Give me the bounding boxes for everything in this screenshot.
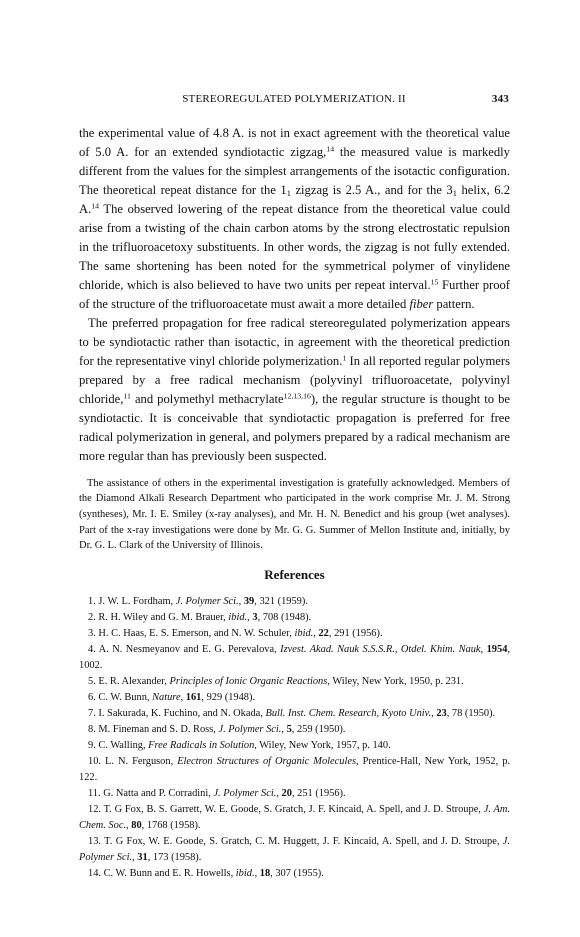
reference-item	[79, 642, 510, 674]
reference-text: 9. C. Walling,	[88, 740, 149, 751]
citation-superscript: 15	[430, 277, 439, 287]
acknowledgment: The assistance of others in the experimental investigation is gratefully acknowledged. Members of the Diamond Alkali Research Department who participated in the work comprise Mr. J. M. Strong (syntheses), Mr. I. E. Smiley (x-ray analyses), and Mr. H. N. Benedict and his group (wet analyses). Part of the x-ray investigations were done by Mr. G. G. Summer of Mellon Institute and, initially, by Dr. G. L. Clark of the University of Illinois.	[79, 477, 510, 552]
text-run: In all reported regular polymers prepared by a free radical mechanism (polyvinyl trifluoroacetate, polyvinyl chloride,	[79, 354, 510, 406]
reference-item	[79, 738, 510, 754]
text-run: the experimental value of 4.8 A. is not in exact agreement with the theoretical value of 5.0 A. for an extended syndiotactic zigzag,	[79, 126, 510, 159]
reference-item	[79, 594, 510, 610]
reference-text: ,	[247, 612, 253, 623]
reference-item	[79, 786, 510, 802]
reference-source: Bull. Inst. Chem. Research, Kyoto Univ.	[265, 708, 432, 719]
italic-text: fiber	[409, 297, 434, 311]
reference-source: ibid.	[294, 628, 314, 639]
reference-item	[79, 690, 510, 706]
reference-item	[79, 722, 510, 738]
reference-text: ,	[238, 596, 244, 607]
reference-text: 2. R. H. Wiley and G. M. Brauer,	[88, 612, 229, 623]
reference-text: ,	[313, 628, 319, 639]
reference-text: , 1768 (1958).	[141, 820, 201, 831]
reference-volume: 31	[137, 852, 148, 863]
citation-superscript: 14	[91, 201, 100, 211]
reference-item	[79, 610, 510, 626]
reference-text: , 291 (1956).	[328, 628, 383, 639]
reference-volume: 5	[286, 724, 292, 735]
text-run: zigzag is 2.5 A., and for the 3	[291, 183, 453, 197]
reference-text: , Wiley, New York, 1950, p. 231.	[327, 676, 464, 687]
text-run: helix, 6.2 A.	[79, 183, 510, 216]
reference-text: , 1002.	[79, 644, 510, 671]
reference-text: , 251 (1956).	[291, 788, 346, 799]
reference-list	[79, 594, 510, 882]
reference-text: ,	[276, 788, 282, 799]
reference-item	[79, 626, 510, 642]
reference-text: 10. L. N. Ferguson,	[88, 756, 178, 767]
reference-text: , 173 (1958).	[147, 852, 202, 863]
reference-text: 6. C. W. Bunn,	[88, 692, 153, 703]
reference-source: Nature	[152, 692, 181, 703]
text-run: pattern.	[433, 297, 475, 311]
text-run: The observed lowering of the repeat distance from the theoretical value could arise from a twisting of the chain carbon atoms by the strong electrostatic repulsion in the trifluoroacetoxy substituents. In other words, the zigzag is not fully extended. The same shortening has been noted for the symmetrical polymer of vinylidene chloride, which is also believed to have two units per repeat interval.	[79, 202, 510, 292]
reference-source: J. Polymer Sci.	[213, 788, 277, 799]
reference-text: 3. H. C. Haas, E. S. Emerson, and N. W. Schuler,	[88, 628, 295, 639]
citation-superscript: 11	[123, 391, 131, 401]
reference-text: 12. T. G Fox, B. S. Garrett, W. E. Goode, S. Gratch, J. F. Kincaid, A. Spell, and J. D. Stroupe,	[88, 804, 484, 815]
reference-item	[79, 706, 510, 722]
reference-text: 7. I. Sakurada, K. Fuchino, and N. Okada,	[88, 708, 266, 719]
reference-text: ,	[126, 820, 132, 831]
reference-text: 11. G. Natta and P. Corradini,	[88, 788, 214, 799]
reference-volume: 23	[436, 708, 447, 719]
reference-source: ibid.	[235, 868, 255, 879]
reference-item	[79, 866, 510, 882]
reference-text: 1. J. W. L. Fordham,	[88, 596, 176, 607]
reference-text: , 78 (1950).	[446, 708, 496, 719]
reference-text: , 321 (1959).	[254, 596, 308, 607]
reference-text: , 929 (1948).	[201, 692, 256, 703]
reference-text: ,	[132, 852, 138, 863]
reference-text: ,	[180, 692, 186, 703]
reference-text: 14. C. W. Bunn and E. R. Howells,	[88, 868, 236, 879]
reference-volume: 18	[259, 868, 271, 879]
reference-volume: 80	[131, 820, 142, 831]
reference-source: J. Polymer Sci.	[175, 596, 239, 607]
references-heading: References	[264, 567, 325, 582]
reference-volume: 161	[185, 692, 202, 703]
reference-text: , Prentice-Hall, New York, 1952, p. 122.	[79, 756, 510, 783]
reference-text: ,	[254, 868, 260, 879]
reference-text: 8. M. Fineman and S. D. Ross,	[88, 724, 219, 735]
running-header	[79, 93, 509, 109]
reference-volume: 39	[243, 596, 255, 607]
reference-source: Principles of Ionic Organic Reactions	[169, 676, 328, 687]
reference-source: J. Polymer Sci.	[218, 724, 282, 735]
subscript: 1	[286, 187, 292, 198]
reference-item	[79, 754, 510, 786]
text-run: Further proof of the structure of the trifluoroacetate must await a more detailed	[79, 278, 510, 311]
reference-source: Electron Structures of Organic Molecules	[177, 756, 356, 767]
text-run: ), the regular structure is thought to be syndiotactic. It is conceivable that syndiotactic propagation is preferred for free radical polymerization in general, and polymers prepared by a radical mechanism are more regular than has previously been suspected.	[79, 392, 510, 463]
reference-text: , 708 (1948).	[257, 612, 312, 623]
subscript: 1	[452, 187, 458, 198]
citation-superscript: 12,13,16	[283, 391, 311, 401]
reference-text: ,	[281, 724, 287, 735]
reference-source: J. Polymer Sci.	[79, 836, 510, 863]
reference-text: 5. E. R. Alexander,	[88, 676, 170, 687]
reference-item	[79, 674, 510, 690]
text-run: The preferred propagation for free radical stereoregulated polymerization appears to be syndiotactic rather than isotactic, in agreement with the theoretical prediction for the representative vinyl chloride polymerization.	[79, 316, 510, 368]
running-title: STEREOREGULATED POLYMERIZATION. II	[182, 93, 406, 105]
reference-volume: 3	[252, 612, 258, 623]
reference-text: , 259 (1950).	[291, 724, 346, 735]
reference-source: ibid.	[228, 612, 248, 623]
reference-text: ,	[431, 708, 437, 719]
reference-volume: 20	[281, 788, 292, 799]
reference-text: , Wiley, New York, 1957, p. 140.	[254, 740, 391, 751]
reference-volume: 1954	[486, 644, 508, 655]
reference-text: , 307 (1955).	[270, 868, 324, 879]
reference-item	[79, 802, 510, 834]
paragraph-2	[79, 314, 510, 466]
body-text	[79, 124, 510, 466]
citation-superscript: 1	[342, 353, 347, 363]
paragraph-1	[79, 124, 510, 314]
reference-source: Free Radicals in Solution	[148, 740, 255, 751]
reference-source: Izvest. Akad. Nauk S.S.S.R., Otdel. Khim. Nauk	[280, 644, 481, 655]
reference-text: 4. A. N. Nesmeyanov and E. G. Perevalova,	[88, 644, 281, 655]
reference-text: ,	[480, 644, 487, 655]
text-run: and polymethyl methacrylate	[130, 392, 284, 406]
reference-volume: 22	[318, 628, 329, 639]
reference-text: 13. T. G Fox, W. E. Goode, S. Gratch, C. M. Huggett, J. F. Kincaid, A. Spell, and J. D. Stroupe,	[88, 836, 503, 847]
citation-superscript: 14	[326, 144, 335, 154]
reference-item	[79, 834, 510, 866]
reference-source: J. Am. Chem. Soc.	[79, 804, 510, 831]
page-number: 343	[491, 93, 509, 105]
text-run: the measured value is markedly different from the values for the simplest arrangements of the isotactic configuration. The theoretical repeat distance for the 1	[79, 145, 510, 197]
